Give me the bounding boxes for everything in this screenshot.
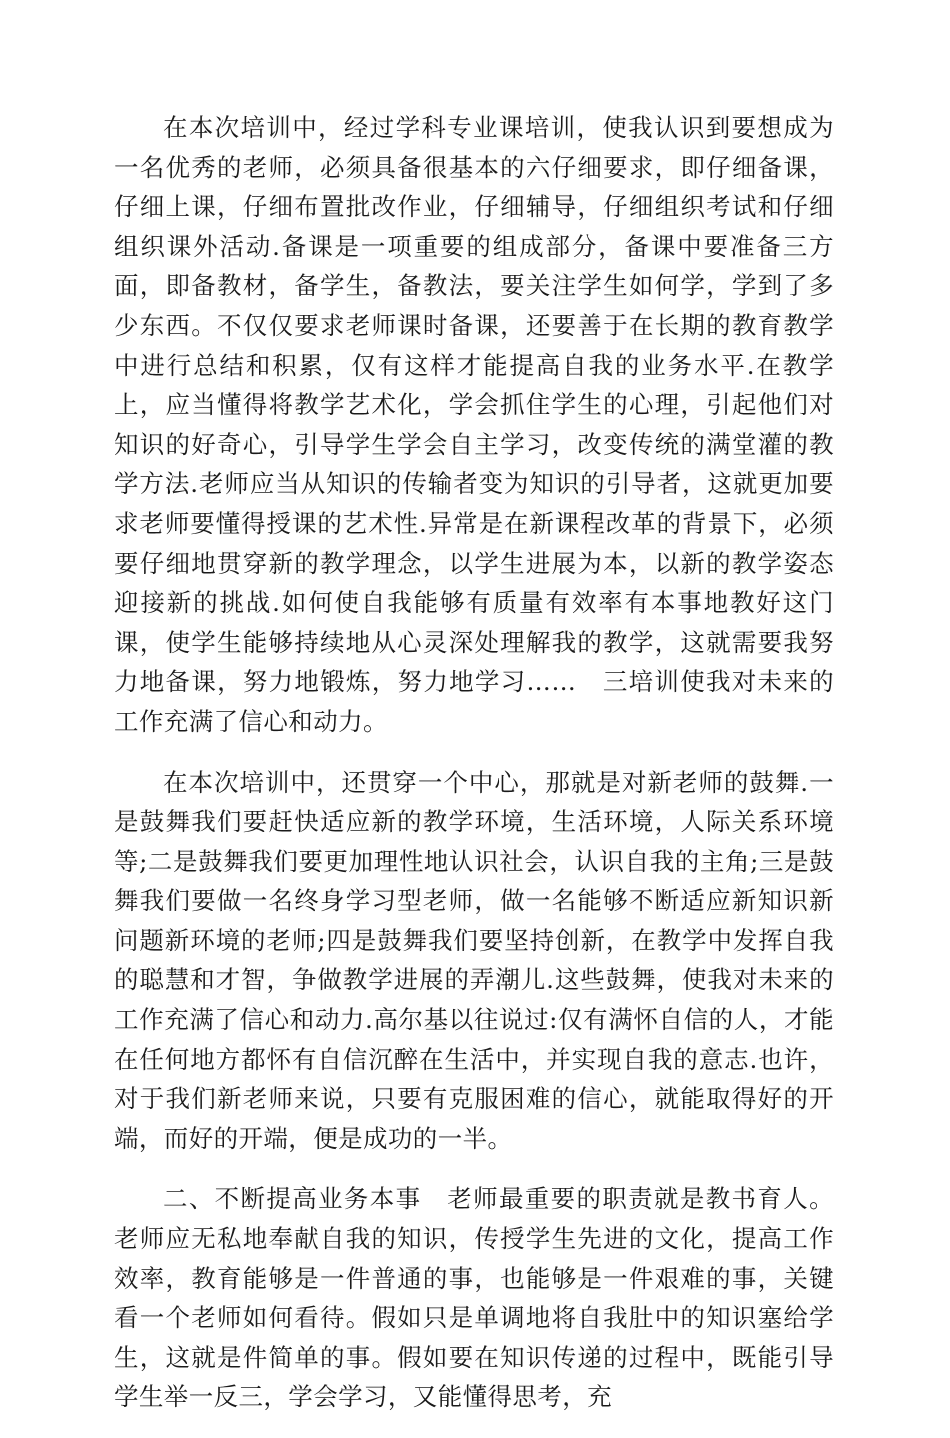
paragraph-professional-improvement: 二、不断提高业务本事 老师最重要的职责就是教书育人。老师应无私地奉献自我的知识，传授学生先进的文化，提高工作效率，教育能够是一件普通的事，也能够是一件艰难的事，关键看一个老师如何看待。假如只是单调地将自我肚中的知识塞给学生，这就是件简单的事。假如要在知识传递的过程中，既能引导学生举一反三，学会学习，又能懂得思考，充 xyxy=(114,1184,834,1412)
paragraph-encouragement: 在本次培训中，还贯穿一个中心，那就是对新老师的鼓舞.一是鼓舞我们要赶快适应新的教学环境，生活环境，人际关系环境等;二是鼓舞我们要更加理性地认识社会，认识自我的主角;三是鼓舞我们要做一名终身学习型老师，做一名能够不断适应新知识新问题新环境的老师;四是鼓舞我们要坚持创新，在教学中发挥自我的聪慧和才智，争做教学进展的弄潮儿.这些鼓舞，使我对未来的工作充满了信心和动力.高尔基以往说过:仅有满怀自信的人，才能在任何地方都怀有自信沉醉在生活中，并实现自我的意志.也许，对于我们新老师来说，只要有克服困难的信心，就能取得好的开端，而好的开端，便是成功的一半。 xyxy=(114,767,834,1153)
paragraph-training-requirements: 在本次培训中，经过学科专业课培训，使我认识到要想成为一名优秀的老师，必须具备很基本的六仔细要求，即仔细备课，仔细上课，仔细布置批改作业，仔细辅导，仔细组织考试和仔细组织课外活动.备课是一项重要的组成部分，备课中要准备三方面，即备教材，备学生，备教法，要关注学生如何学，学到了多少东西。不仅仅要求老师课时备课，还要善于在长期的教育教学中进行总结和积累，仅有这样才能提高自我的业务水平.在教学上，应当懂得将教学艺术化，学会抓住学生的心理，引起他们对知识的好奇心，引导学生学会自主学习，改变传统的满堂灌的教学方法.老师应当从知识的传输者变为知识的引导者，这就更加要求老师要懂得授课的艺术性.异常是在新课程改革的背景下，必须要仔细地贯穿新的教学理念，以学生进展为本，以新的教学姿态迎接新的挑战.如何使自我能够有质量有效率有本事地教好这门课，使学生能够持续地从心灵深处理解我的教学，这就需要我努力地备课，努力地锻炼，努力地学习…… 三培训使我对未来的工作充满了信心和动力。 xyxy=(114,113,834,736)
document-body xyxy=(114,108,834,1438)
